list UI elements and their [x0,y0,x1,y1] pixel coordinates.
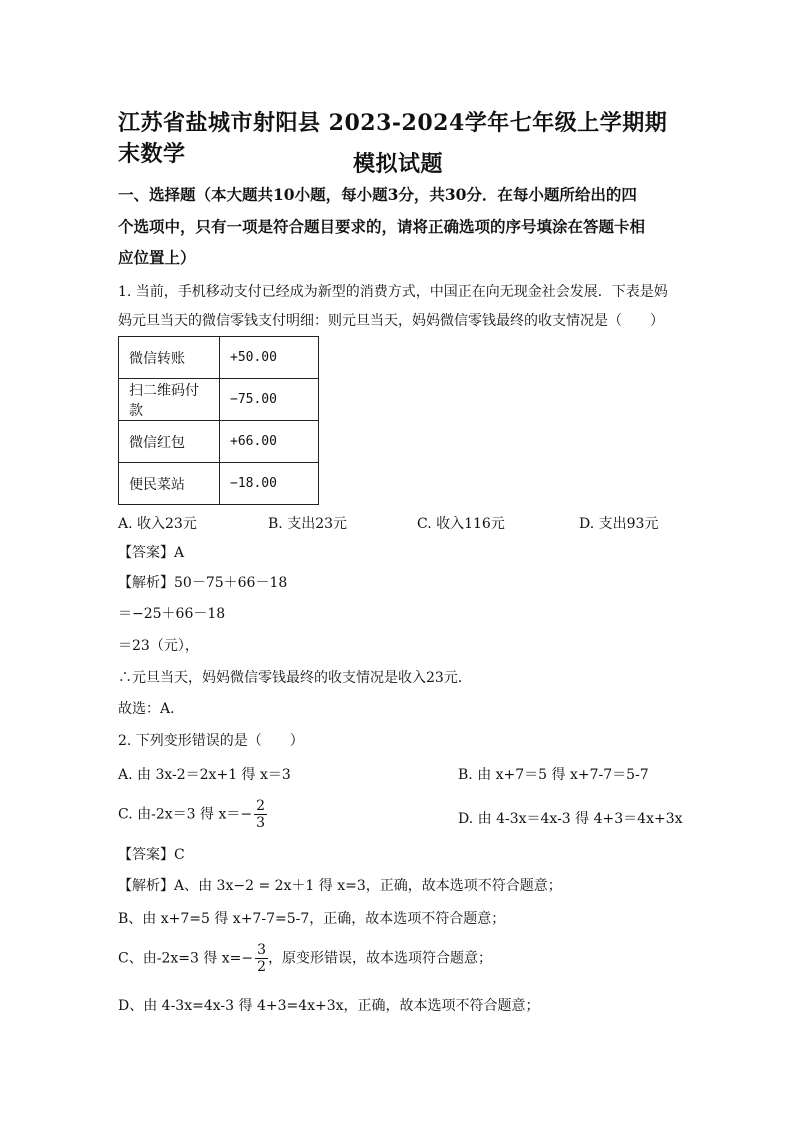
table-row [119,421,319,463]
q2-option-c [118,798,267,831]
q2-option-b: B. 由 x+7＝5 得 x+7-7＝5-7 [458,767,649,783]
fraction-numerator: 2 [256,798,266,814]
table-row [119,337,319,379]
q1-option-a: A. 收入23元 [118,516,197,532]
table-row [119,463,319,505]
fraction [255,942,268,975]
q1-stem-line2: 妈元旦当天的微信零钱支付明细：则元旦当天，妈妈微信零钱最终的收支情况是（ ） [118,313,664,329]
ledger-item: 微信红包 [119,421,220,463]
q2-analysis-c-suffix: ，原变形错误，故本选项符合题意； [268,950,493,967]
q2-option-a: A. 由 3x-2＝2x+1 得 x＝3 [118,767,291,783]
ledger-amount: +66.00 [220,421,319,463]
q2-analysis-a: 【解析】A、由 3x−2 = 2x＋1 得 x=3，正确，故本选项不符合题意； [118,878,562,894]
ledger-amount: +50.00 [220,337,319,379]
section-heading-line2: 个选项中，只有一项是符合题目要求的，请将正确选项的序号填涂在答题卡相 [118,217,646,236]
q1-analysis-line1: 【解析】50－75＋66－18 [118,575,288,591]
q1-option-d: D. 支出93元 [579,516,659,532]
q2-analysis-d: D、由 4-3x=4x-3 得 4+3=4x+3x，正确，故本选项不符合题意； [118,998,540,1014]
ledger-item: 便民菜站 [119,463,220,505]
fraction-denominator: 3 [256,815,266,831]
section-heading-line3: 应位置上） [118,248,196,267]
q1-stem-line1: 1. 当前，手机移动支付已经成为新型的消费方式，中国正在向无现金社会发展．下表是妈 [118,284,668,300]
wechat-ledger-table [118,336,319,505]
ledger-amount: −75.00 [220,379,319,421]
fraction [254,798,267,831]
q2-option-c-text: C. 由-2x＝3 得 x＝− [118,806,253,823]
q1-analysis-line3: ＝23（元）， [118,638,199,654]
fraction-numerator: 3 [257,942,267,958]
q1-analysis-line4: ∴元旦当天，妈妈微信零钱最终的收支情况是收入23元． [118,670,472,686]
q2-answer: 【答案】C [118,847,185,863]
document-title-line1: 江苏省盐城市射阳县 2023-2024学年七年级上学期期末数学 [118,110,668,167]
ledger-item: 扫二维码付款 [119,379,220,421]
q1-answer: 【答案】A [118,545,185,561]
document-title-line2: 模拟试题 [352,151,443,177]
ledger-item: 微信转账 [119,337,220,379]
q1-option-b: B. 支出23元 [268,516,348,532]
section-heading-line1: 一、选择题（本大题共10小题，每小题3分，共30分．在每小题所给出的四 [118,185,637,204]
q2-analysis-c [118,942,492,975]
q2-analysis-b: B、由 x+7=5 得 x+7-7=5-7，正确，故本选项不符合题意； [118,911,506,927]
q2-analysis-c-text: C、由-2x=3 得 x=− [118,950,254,967]
q1-analysis-line5: 故选：A． [118,701,185,717]
table-row [119,379,319,421]
q1-option-c: C. 收入116元 [417,516,505,532]
q2-stem: 2. 下列变形错误的是（ ） [118,733,304,749]
q2-option-d: D. 由 4-3x＝4x-3 得 4+3＝4x+3x [458,811,683,827]
ledger-amount: −18.00 [220,463,319,505]
fraction-denominator: 2 [257,959,267,975]
q1-analysis-line2: ＝−25＋66－18 [118,606,226,622]
